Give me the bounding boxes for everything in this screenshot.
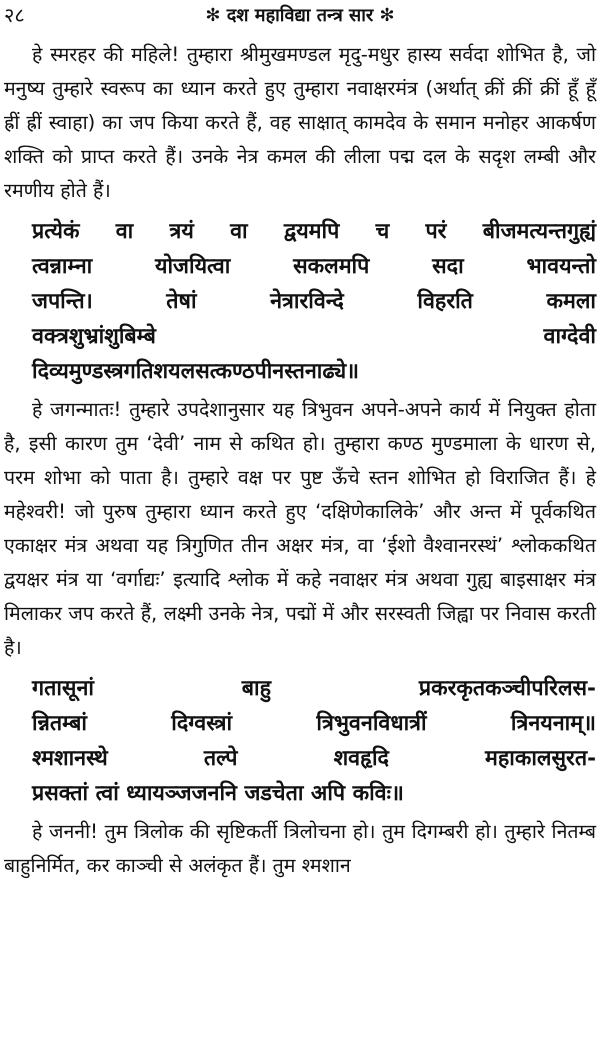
page-body [4,38,596,883]
commentary-paragraph-2: हे जगन्मातः! तुम्हारे उपदेशानुसार यह त्रिभुवन अपने-अपने कार्य में नियुक्त होता है, इसी कारण तुम ‘देवी’ नाम से कथित हो। तुम्हारा कण्ठ मुण्डमाला के धारण से, परम शोभा को पाता है। तुम्हारे वक्ष पर पुष्ट ऊँचे स्तन शोभित हो विराजित हैं। हे महेश्वरी! जो पुरुष तुम्हारा ध्यान करते हुए ‘दक्षिणेकालिके’ और अन्त में पूर्वकथित एकाक्षर मंत्र अथवा यह त्रिगुणित तीन अक्षर मंत्र, वा ‘ईशो वैश्वानरस्थं’ श्लोककथित द्वयक्षर मंत्र या ‘वर्गाद्यः’ इत्यादि श्लोक में कहे नवाक्षर मंत्र अथवा गुह्य बाइसाक्षर मंत्र मिलाकर जप करते हैं, लक्ष्मी उनके नेत्र, पद्मों में और सरस्वती जिह्वा पर निवास करती है। [4,398,596,659]
verse-line: वक्त्रशुभ्रांशुबिम्बे वाग्देवी [32,324,596,349]
verse-line: न्नितम्बां दिग्वस्त्रां त्रिभुवनविधात्रीं त्रिनयनाम्॥ [32,711,596,736]
commentary-paragraph-3: हे जननी! तुम त्रिलोक की सृष्टिकर्ती त्रिलोचना हो। तुम दिगम्बरी हो। तुम्हारे नितम्ब बाहुनिर्मित, कर काञ्ची से अलंकृत हैं। तुम श्मशान [4,820,596,877]
verse-line: प्रत्येकं वा त्रयं वा द्वयमपि च परं बीजमत्यन्तगुह्यं [32,219,596,244]
page-header [0,0,600,34]
commentary-paragraph-1: हे स्मरहर की महिले! तुम्हारा श्रीमुखमण्डल मृदु-मधुर हास्य सर्वदा शोभित है, जो मनुष्य तुम्हारे स्वरूप का ध्यान करते हुए तुम्हारा नवाक्षरमंत्र (अर्थात् क्रीं क्रीं क्रीं हूँ हूँ ह्रीं ह्रीं स्वाहा) का जप किया करते हैं, वह साक्षात् कामदेव के समान मनोहर आकर्षण शक्ति को प्राप्त करते हैं। उनके नेत्र कमल की लीला पद्म दल के सदृश लम्बी और रमणीय होते हैं। [4,43,596,202]
sanskrit-verse-2 [32,671,596,811]
sanskrit-verse-1 [32,214,596,389]
verse-line: दिव्यमुण्डस्त्रगतिशयलसत्कण्ठपीनस्तनाढ्ये॥ [32,359,360,384]
verse-line: त्वन्नाम्ना योजयित्वा सकलमपि सदा भावयन्तो [32,254,596,279]
page-number: २८ [4,3,25,27]
running-title: ✻ दश महाविद्या तन्त्र सार ✻ [205,5,395,26]
verse-line: गतासूनां बाहु प्रकरकृतकञ्चीपरिलस- [32,676,596,701]
verse-line: प्रसक्तां त्वां ध्यायञ्जजननि जडचेता अपि कविः॥ [32,781,404,806]
verse-line: जपन्ति। तेषां नेत्रारविन्दे विहरति कमला [32,289,596,314]
verse-line: श्मशानस्थे तल्पे शवहृदि महाकालसुरत- [32,746,596,771]
